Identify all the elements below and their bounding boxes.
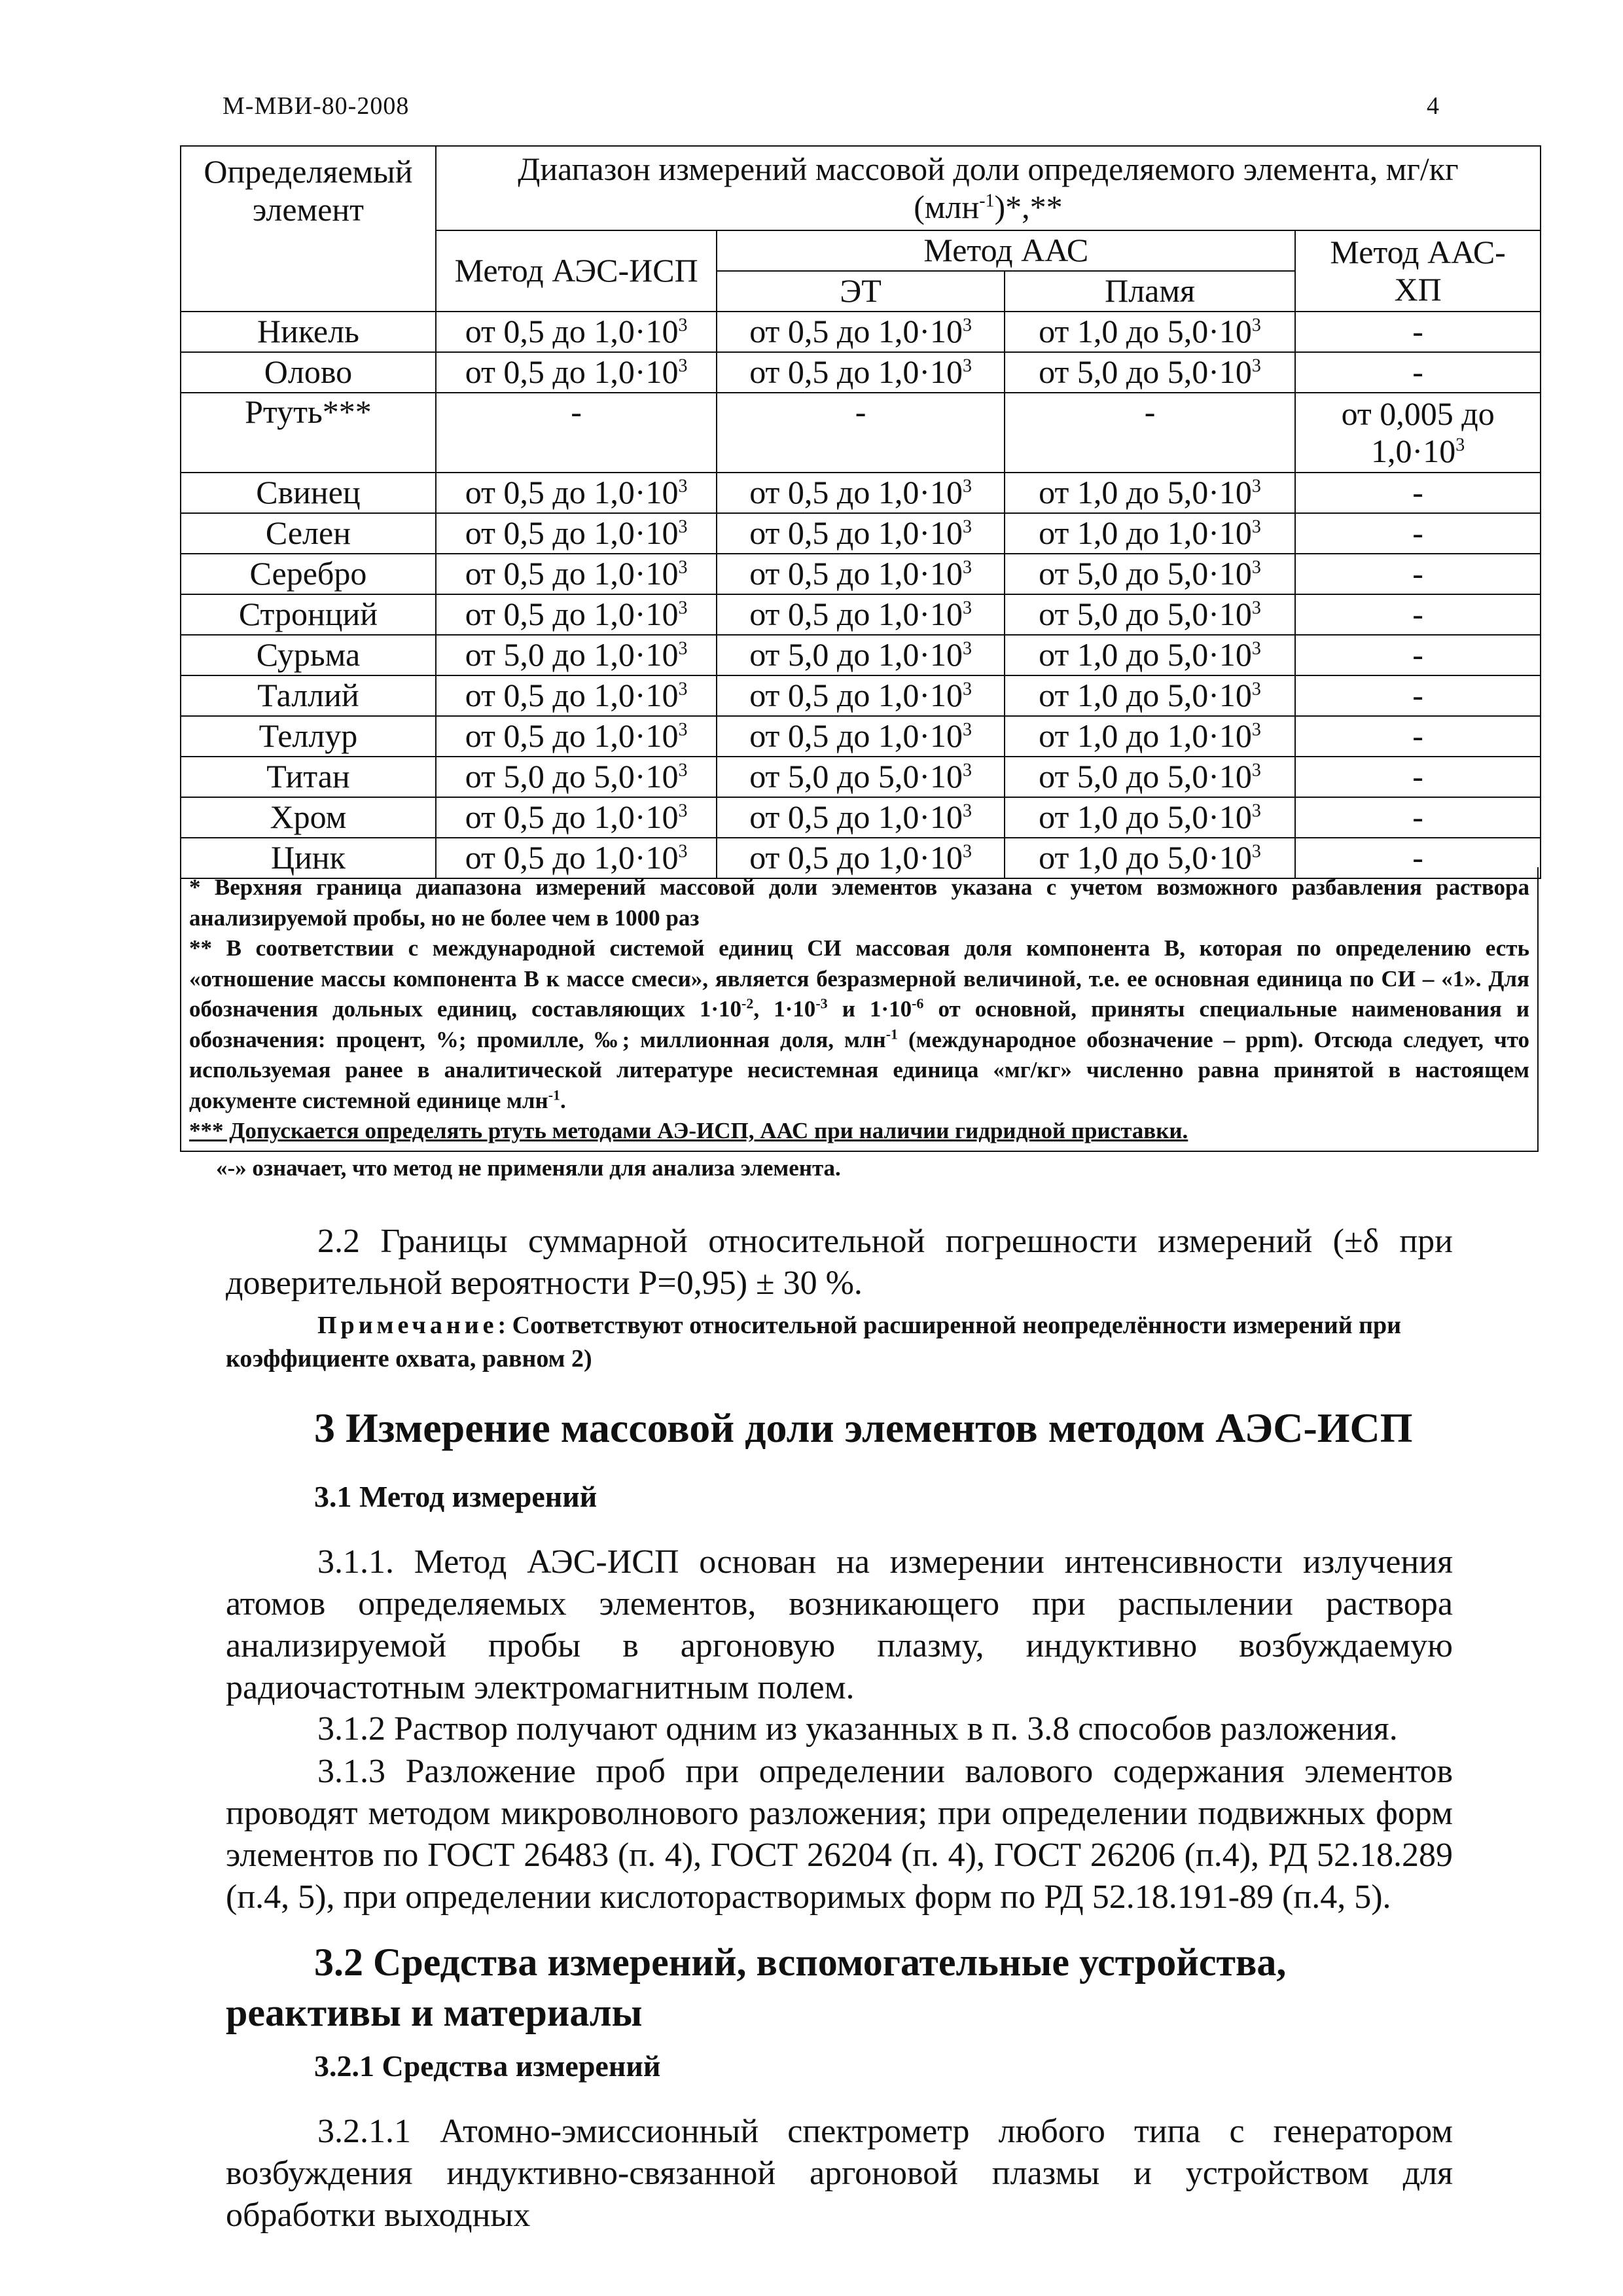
cell-flame: от 1,0 до $5,0\cdot 10^3$	[1005, 797, 1295, 838]
cell-aes: от 0,5 до $1,0\cdot 10^3$	[436, 838, 717, 878]
section-3-1-heading: 3.1 Метод измерений	[314, 1480, 597, 1513]
cell-flame: -	[1005, 393, 1295, 473]
para-3-2-1-1: 3.2.1.1 Атомно-эмиссионный спектрометр любого типа с генератором возбуждения индуктивно-связанной аргоновой плазмы и устройством для обработки выходных	[226, 2113, 1453, 2234]
cell-aes: от 5,0 до $1,0\cdot 10^3$	[436, 635, 717, 675]
cell-et: от 0,5 до $1,0\cdot 10^3$	[717, 513, 1004, 554]
cell-aes: от 0,5 до $1,0\cdot 10^3$	[436, 554, 717, 594]
cell-element: Олово	[181, 352, 436, 393]
cell-aes: от 0,5 до $1,0\cdot 10^3$	[436, 473, 717, 513]
cell-aes: от 0,5 до $1,0\cdot 10^3$	[436, 675, 717, 716]
cell-et: от 0,5 до $1,0\cdot 10^3$	[717, 797, 1004, 838]
para-3-1-3: 3.1.3 Разложение проб при определении валового содержания элементов проводят методом микроволнового разложения; при определении подвижных форм элементов по ГОСТ 26483 (п. 4), ГОСТ 26204 (п. 4), ГОСТ 26206 (п.4), РД 52.18.289 (п.4, 5), при определении кислоторастворимых форм по РД 52.18.191-89 (п.4, 5).	[226, 1753, 1453, 1916]
footnote-3: *** Допускается определять ртуть методами АЭ-ИСП, ААС при наличии гидридной приставки.	[189, 1118, 1188, 1144]
table-row	[181, 635, 1541, 675]
cell-et: от 5,0 до $1,0\cdot 10^3$	[717, 635, 1004, 675]
measurement-range-table	[180, 145, 1541, 879]
table-row	[181, 473, 1541, 513]
header-aes: Метод АЭС-ИСП	[436, 230, 717, 312]
cell-aes: от 5,0 до $5,0\cdot 10^3$	[436, 757, 717, 797]
cell-et: от 0,5 до $1,0\cdot 10^3$	[717, 473, 1004, 513]
cell-flame: от 1,0 до $1,0\cdot 10^3$	[1005, 716, 1295, 757]
table-row	[181, 797, 1541, 838]
table-row	[181, 675, 1541, 716]
cell-aas-hp: -	[1295, 675, 1541, 716]
cell-flame: от 1,0 до $5,0\cdot 10^3$	[1005, 635, 1295, 675]
cell-element: Стронций	[181, 594, 436, 635]
cell-flame: от 1,0 до $1,0\cdot 10^3$	[1005, 513, 1295, 554]
cell-element: Серебро	[181, 554, 436, 594]
cell-aes: от 0,5 до $1,0\cdot 10^3$	[436, 594, 717, 635]
cell-aes: от 0,5 до $1,0\cdot 10^3$	[436, 352, 717, 393]
footnote-2: ** В соответствии с международной системой единиц СИ массовая доля компонента В, которая по определению есть «отношение массы компонента В к массе смеси», является безразмерной величиной, т.е. ее основная единица по СИ – «1». Для обозначения дольных единиц, составляющих $1\cdot 10^{-2}$, $1\cdot 10^{-3}$ и $1\cdot 10^{-6}$ от основной, приняты специальные наименования и обозначения: процент, %; промилле, ‰; миллионная доля, млн$^{-1}$ (международное обозначение – ppm). Отсюда следует, что используемая ранее в аналитической литературе несистемная единица «мг/кг» численно равна принятой в настоящем документе системной единице млн$^{-1}$.	[189, 935, 1530, 1113]
table-row	[181, 594, 1541, 635]
cell-element: Цинк	[181, 838, 436, 878]
cell-aes: от 0,5 до $1,0\cdot 10^3$	[436, 312, 717, 352]
cell-element: Таллий	[181, 675, 436, 716]
cell-aas-hp: от 0,005 до $1,0\cdot 10^3$	[1295, 393, 1541, 473]
cell-flame: от 5,0 до $5,0\cdot 10^3$	[1005, 594, 1295, 635]
para-3-1-2: 3.1.2 Раствор получают одним из указанных в п. 3.8 способов разложения.	[317, 1710, 1398, 1748]
cell-flame: от 1,0 до $5,0\cdot 10^3$	[1005, 473, 1295, 513]
cell-aas-hp: -	[1295, 312, 1541, 352]
cell-aas-hp: -	[1295, 594, 1541, 635]
cell-et: от 0,5 до $1,0\cdot 10^3$	[717, 594, 1004, 635]
cell-aes: -	[436, 393, 717, 473]
cell-et: от 0,5 до $1,0\cdot 10^3$	[717, 312, 1004, 352]
footnote-1: * Верхняя граница диапазона измерений массовой доли элементов указана с учетом возможного разбавления раствора анализируемой пробы, но не более чем в 1000 раз	[189, 874, 1529, 931]
cell-aas-hp: -	[1295, 716, 1541, 757]
cell-aas-hp: -	[1295, 473, 1541, 513]
cell-flame: от 5,0 до $5,0\cdot 10^3$	[1005, 757, 1295, 797]
cell-aes: от 0,5 до $1,0\cdot 10^3$	[436, 797, 717, 838]
cell-aas-hp: -	[1295, 352, 1541, 393]
cell-et: от 0,5 до $1,0\cdot 10^3$	[717, 675, 1004, 716]
header-aas: Метод ААС	[717, 230, 1295, 271]
section-3-2-1-heading: 3.2.1 Средства измерений	[314, 2049, 661, 2083]
cell-et: от 0,5 до $1,0\cdot 10^3$	[717, 554, 1004, 594]
cell-aas-hp: -	[1295, 797, 1541, 838]
section-3-2-heading: 3.2 Средства измерений, вспомогательные устройства, реактивы и материалы	[226, 1941, 1287, 2034]
note: Примечание: Соответствуют относительной расширенной неопределённости измерений при коэффициенте охвата, равном 2)	[226, 1312, 1402, 1373]
cell-et: -	[717, 393, 1004, 473]
cell-element: Свинец	[181, 473, 436, 513]
cell-aes: от 0,5 до $1,0\cdot 10^3$	[436, 513, 717, 554]
cell-element: Ртуть***	[181, 393, 436, 473]
cell-element: Селен	[181, 513, 436, 554]
cell-et: от 0,5 до $1,0\cdot 10^3$	[717, 716, 1004, 757]
cell-element: Никель	[181, 312, 436, 352]
cell-aas-hp: -	[1295, 554, 1541, 594]
cell-element: Титан	[181, 757, 436, 797]
cell-flame: от 1,0 до $5,0\cdot 10^3$	[1005, 312, 1295, 352]
table-row	[181, 554, 1541, 594]
cell-flame: от 5,0 до $5,0\cdot 10^3$	[1005, 554, 1295, 594]
table-footnotes	[180, 867, 1539, 1152]
table-row	[181, 352, 1541, 393]
para-2-2: 2.2 Границы суммарной относительной погрешности измерений (±δ при доверительной вероятности Р=0,95) ± 30 %.	[226, 1223, 1453, 1302]
table-row	[181, 312, 1541, 352]
header-flame: Пламя	[1005, 271, 1295, 312]
header-element: Определяемый элемент	[181, 146, 436, 312]
table-row	[181, 513, 1541, 554]
section-3-heading: 3 Измерение массовой доли элементов методом АЭС-ИСП	[314, 1405, 1413, 1451]
header-et: ЭТ	[717, 271, 1004, 312]
para-3-1-1: 3.1.1. Метод АЭС-ИСП основан на измерении интенсивности излучения атомов определяемых элементов, возникающего при распылении раствора анализируемой пробы в аргоновую плазму, индуктивно возбуждаемую радиочастотным электромагнитным полем.	[226, 1543, 1453, 1706]
table-row	[181, 757, 1541, 797]
cell-aas-hp: -	[1295, 635, 1541, 675]
cell-et: от 0,5 до $1,0\cdot 10^3$	[717, 838, 1004, 878]
cell-element: Сурьма	[181, 635, 436, 675]
cell-aas-hp: -	[1295, 757, 1541, 797]
cell-aes: от 0,5 до $1,0\cdot 10^3$	[436, 716, 717, 757]
cell-flame: от 1,0 до $5,0\cdot 10^3$	[1005, 838, 1295, 878]
cell-element: Хром	[181, 797, 436, 838]
dash-note: «-» означает, что метод не применяли для анализа элемента.	[216, 1155, 841, 1181]
cell-flame: от 5,0 до $5,0\cdot 10^3$	[1005, 352, 1295, 393]
page-number: 4	[1427, 92, 1439, 120]
header-aas-hp: Метод ААС-ХП	[1295, 230, 1541, 312]
cell-et: от 0,5 до $1,0\cdot 10^3$	[717, 352, 1004, 393]
cell-element: Теллур	[181, 716, 436, 757]
doc-code: М-МВИ-80-2008	[223, 92, 410, 120]
cell-aas-hp: -	[1295, 838, 1541, 878]
cell-et: от 5,0 до $5,0\cdot 10^3$	[717, 757, 1004, 797]
cell-aas-hp: -	[1295, 513, 1541, 554]
header-range: Диапазон измерений массовой доли определяемого элемента, мг/кг (млн$^{-1}$)*,**	[436, 146, 1541, 230]
table-row	[181, 716, 1541, 757]
cell-flame: от 1,0 до $5,0\cdot 10^3$	[1005, 675, 1295, 716]
table-row	[181, 393, 1541, 473]
